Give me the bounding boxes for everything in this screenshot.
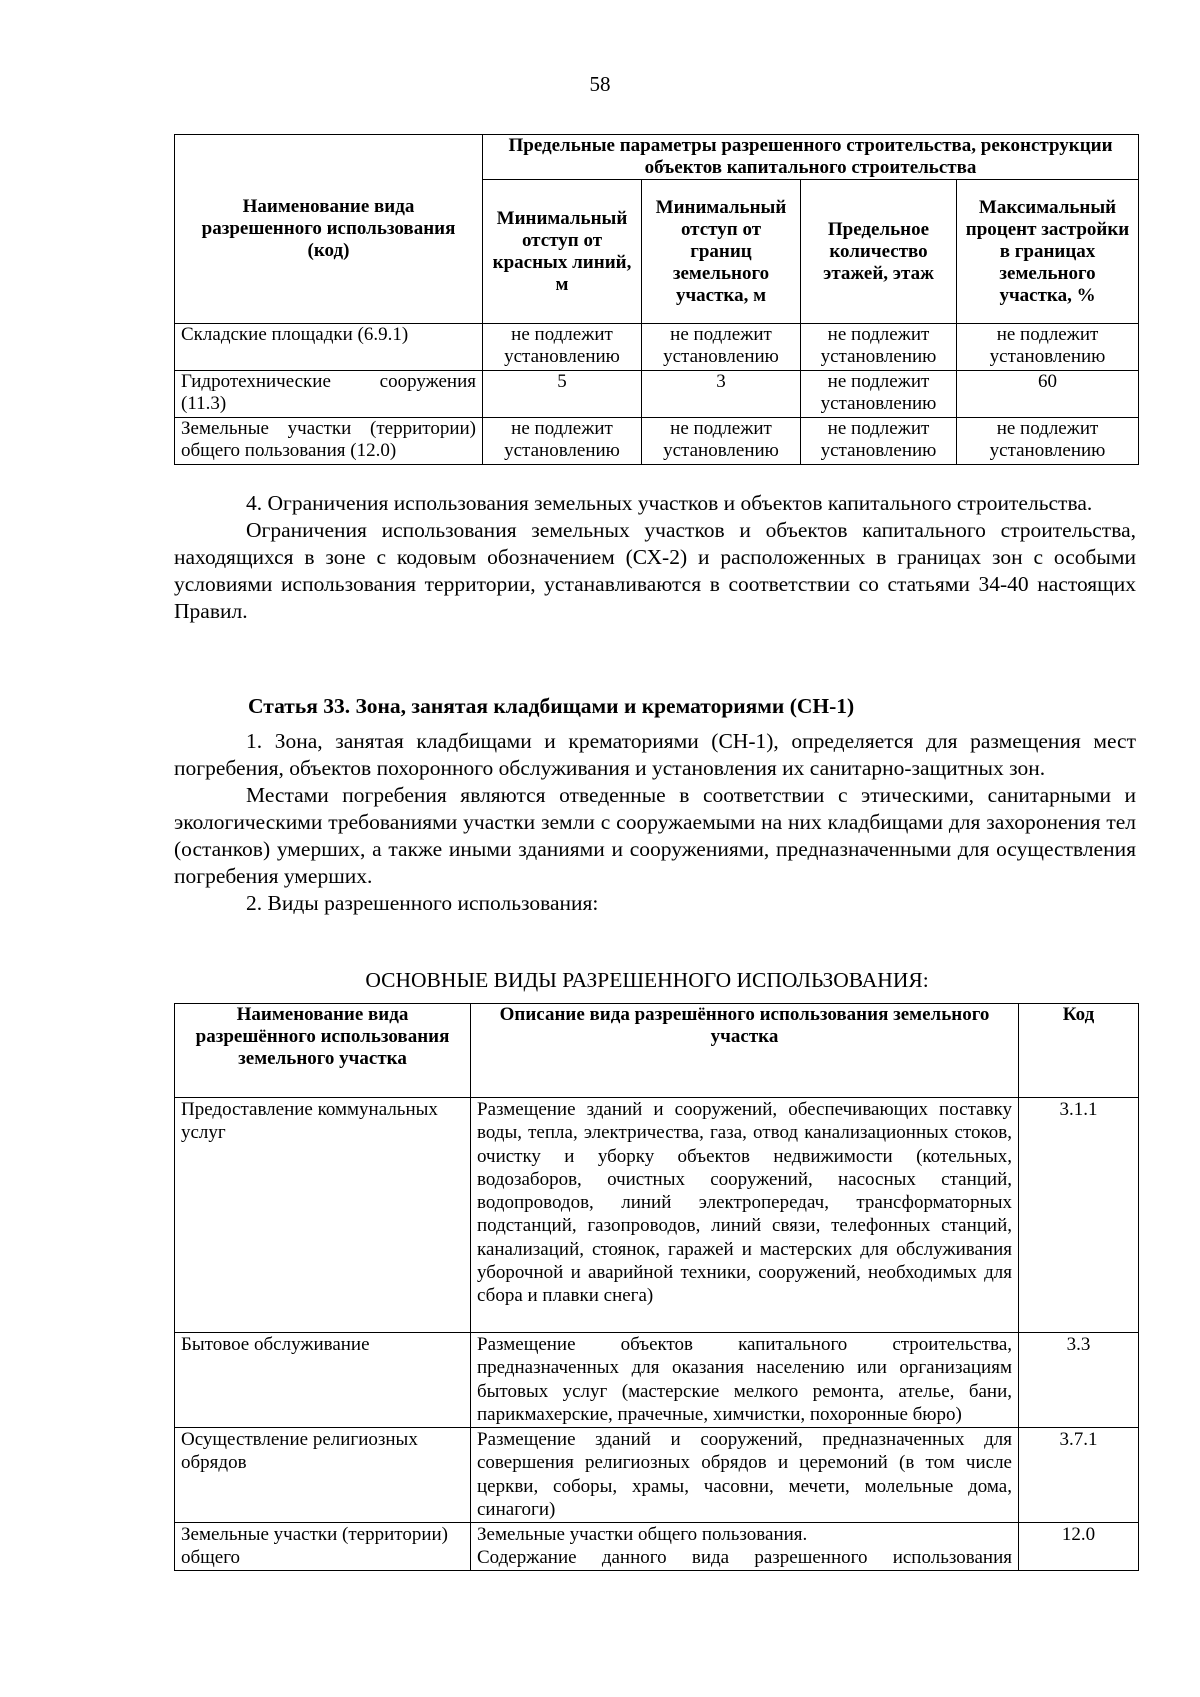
cell-value: не подлежит установлению: [801, 324, 957, 371]
use-code: 3.3: [1019, 1333, 1139, 1428]
table-row: [175, 1428, 1139, 1523]
use-name: Бытовое обслуживание: [175, 1333, 471, 1428]
header-code: Код: [1019, 1004, 1139, 1098]
header-max-floors: Предельное количество этажей, этаж: [801, 180, 957, 324]
row-name: Земельные участки (территории) общего пользования (12.0): [175, 418, 483, 465]
cell-value: не подлежит установлению: [483, 324, 642, 371]
row-name: Гидротехнические сооружения (11.3): [175, 371, 483, 418]
page-number: 58: [589, 72, 611, 96]
paragraph: 2. Виды разрешенного использования:: [246, 891, 599, 915]
cell-value: не подлежит установлению: [801, 418, 957, 465]
use-code: 3.7.1: [1019, 1428, 1139, 1523]
table-caption: ОСНОВНЫЕ ВИДЫ РАЗРЕШЕННОГО ИСПОЛЬЗОВАНИЯ:: [365, 968, 929, 992]
paragraph: 1. Зона, занятая кладбищами и крематориями (СН-1), определяется для размещения мест погребения, объектов похоронного обслуживания и установления их санитарно-защитных зон.: [174, 729, 1136, 780]
cell-value: не подлежит установлению: [483, 418, 642, 465]
use-name: Осуществление религиозных обрядов: [175, 1428, 471, 1523]
building-parameters-table: [174, 134, 1139, 465]
cell-value: 5: [483, 371, 642, 418]
section-4-restrictions: [174, 490, 1136, 625]
cell-value: не подлежит установлению: [801, 371, 957, 418]
use-description-line: Земельные участки общего пользования.: [477, 1524, 808, 1545]
cell-value: не подлежит установлению: [957, 418, 1139, 465]
article-body: [174, 728, 1136, 917]
table-row: [175, 418, 1139, 465]
use-description: [471, 1523, 1019, 1571]
table-row: [175, 1098, 1139, 1333]
use-name: Предоставление коммунальных услуг: [175, 1098, 471, 1333]
use-description-line: Содержание данного вида разрешенного использования: [477, 1547, 1012, 1569]
use-code: 3.1.1: [1019, 1098, 1139, 1333]
table-row: [175, 1523, 1139, 1571]
table-row: [175, 1333, 1139, 1428]
cell-value: не подлежит установлению: [642, 324, 801, 371]
table-row: [175, 371, 1139, 418]
cell-value: не подлежит установлению: [642, 418, 801, 465]
paragraph: Местами погребения являются отведенные в соответствии с этическими, санитарными и экологическими требованиями участки земли с сооружаемыми на них кладбищами для захоронения тел (останков) умерших, а также иными зданиями и сооружениями, предназначенными для осуществления погребения умерших.: [174, 783, 1136, 888]
header-use-description: Описание вида разрешённого использования земельного участка: [471, 1004, 1019, 1098]
header-group: Предельные параметры разрешенного строительства, реконструкции объектов капитального строительства: [483, 135, 1139, 180]
use-name: Земельные участки (территории) общего: [175, 1523, 471, 1571]
table-row: [175, 324, 1139, 371]
use-description: Размещение зданий и сооружений, обеспечивающих поставку воды, тепла, электричества, газа, отвод канализационных стоков, очистку и уборку объектов недвижимости (котельных, водозаборов, очистных сооружений, насосных станций, водопроводов, линий электропередач, трансформаторных подстанций, газопроводов, линий связи, телефонных станций, канализаций, стоянок, гаражей и мастерских для обслуживания уборочной и аварийной техники, сооружений, необходимых для сбора и плавки снега): [471, 1098, 1019, 1333]
paragraph: Ограничения использования земельных участков и объектов капитального строительства, находящихся в зоне с кодовым обозначением (СХ-2) и расположенных в границах зон с особыми условиями использования территории, устанавливаются в соответствии со статьями 34-40 настоящих Правил.: [174, 518, 1136, 623]
article-title: Статья 33. Зона, занятая кладбищами и крематориями (СН-1): [248, 694, 855, 718]
use-description: Размещение объектов капитального строительства, предназначенных для оказания населению или организациям бытовых услуг (мастерские мелкого ремонта, ателье, бани, парикмахерские, прачечные, химчистки, похоронные бюро): [471, 1333, 1019, 1428]
cell-value: 60: [957, 371, 1139, 418]
cell-value: 3: [642, 371, 801, 418]
header-name: Наименование вида разрешенного использования (код): [175, 135, 483, 324]
use-description: Размещение зданий и сооружений, предназначенных для совершения религиозных обрядов и церемоний (в том числе церкви, соборы, храмы, часовни, мечети, молельные дома, синагоги): [471, 1428, 1019, 1523]
cell-value: не подлежит установлению: [957, 324, 1139, 371]
header-use-name: Наименование вида разрешённого использования земельного участка: [175, 1004, 471, 1098]
permitted-uses-table: [174, 1003, 1139, 1571]
paragraph: 4. Ограничения использования земельных участков и объектов капитального строительства.: [246, 491, 1093, 515]
row-name: Складские площадки (6.9.1): [175, 324, 483, 371]
header-min-setback-borders: Минимальный отступ от границ земельного участка, м: [642, 180, 801, 324]
use-code: 12.0: [1019, 1523, 1139, 1571]
header-min-setback-red-lines: Минимальный отступ от красных линий, м: [483, 180, 642, 324]
header-max-coverage: Максимальный процент застройки в границах земельного участка, %: [957, 180, 1139, 324]
